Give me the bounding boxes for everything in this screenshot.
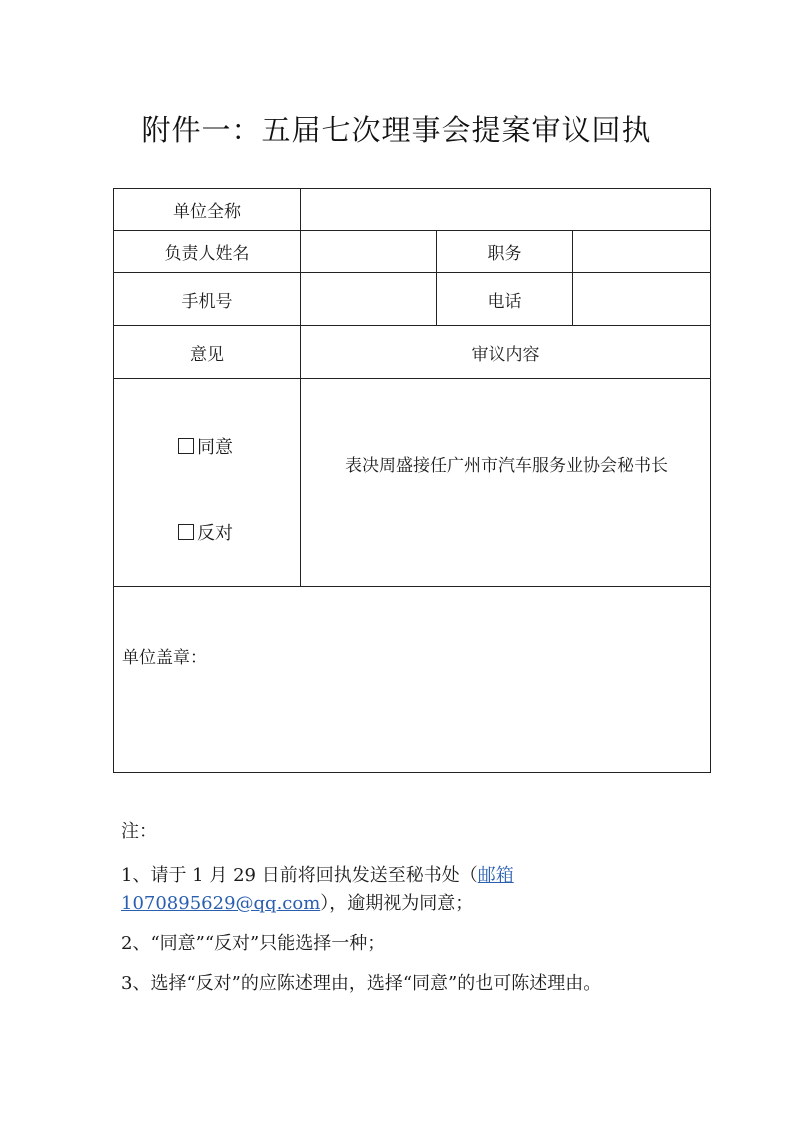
seal-cell[interactable]: [114, 587, 711, 773]
vote-row: [114, 379, 711, 587]
oppose-option[interactable]: [178, 519, 233, 545]
notes-section: [121, 818, 721, 1010]
note-item-2: 2、“同意”“反对”只能选择一种；: [121, 933, 386, 954]
review-content-text: 表决周盛接任广州市汽车服务业协会秘书长: [345, 456, 668, 476]
notes-heading: 注：: [121, 821, 157, 842]
content-cell: [301, 379, 711, 587]
note-1-prefix: 1、请于 1 月 29 日前将回执发送至秘书处（: [121, 865, 478, 886]
note-1-suffix: ），逾期视为同意；: [320, 893, 474, 914]
unit-name-field[interactable]: [301, 189, 711, 231]
position-label: 职务: [437, 231, 573, 273]
unit-name-label: 单位全称: [114, 189, 301, 231]
seal-label: 单位盖章：: [122, 648, 207, 668]
opinion-header: 意见: [114, 326, 301, 379]
receipt-form-table: [113, 188, 711, 773]
seal-row: [114, 587, 711, 773]
note-item-1: [121, 862, 721, 918]
opinion-cell: [114, 379, 301, 587]
page-title: 附件一：五届七次理事会提案审议回执: [141, 113, 652, 147]
mobile-label: 手机号: [114, 273, 301, 326]
position-field[interactable]: [573, 231, 711, 273]
mobile-field[interactable]: [301, 273, 437, 326]
contact-row: [114, 273, 711, 326]
note-item-3: 3、选择“反对”的应陈述理由，选择“同意”的也可陈述理由。: [121, 973, 602, 994]
agree-label: 同意: [197, 437, 233, 458]
person-label: 负责人姓名: [114, 231, 301, 273]
person-row: [114, 231, 711, 273]
phone-field[interactable]: [573, 273, 711, 326]
person-field[interactable]: [301, 231, 437, 273]
oppose-checkbox[interactable]: [178, 524, 194, 540]
email-label-link[interactable]: 邮箱: [477, 865, 514, 886]
oppose-label: 反对: [197, 523, 233, 544]
email-link[interactable]: 1070895629@qq.com: [121, 893, 321, 914]
content-header: 审议内容: [301, 326, 711, 379]
header-row: [114, 326, 711, 379]
agree-checkbox[interactable]: [178, 438, 194, 454]
phone-label: 电话: [437, 273, 573, 326]
agree-option[interactable]: [178, 433, 233, 459]
unit-name-row: [114, 189, 711, 231]
